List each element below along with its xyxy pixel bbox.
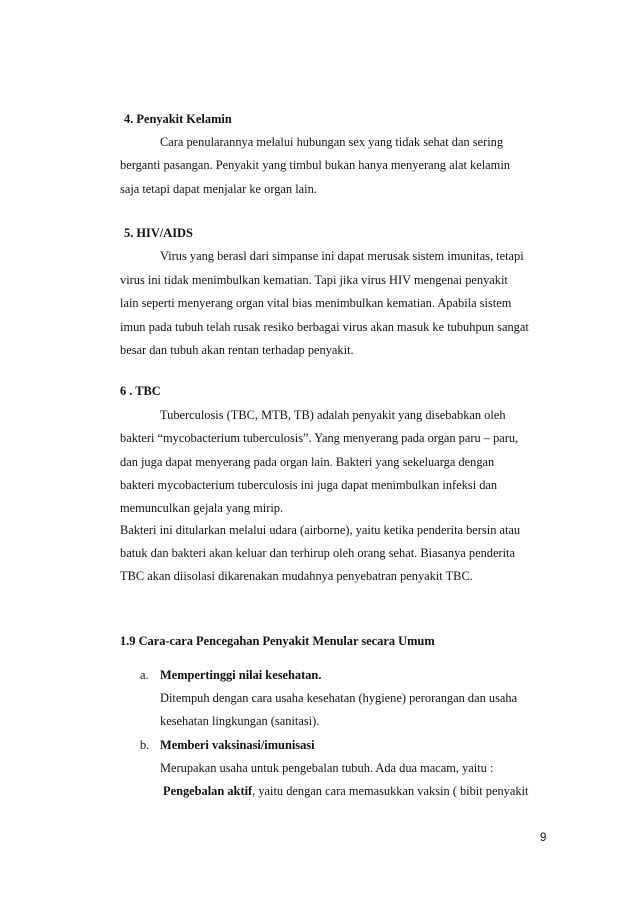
heading-tbc: 6 . TBC bbox=[120, 384, 161, 398]
paragraph-line: Cara penularannya melalui hubungan sex yang tidak sehat dan sering bbox=[160, 135, 504, 149]
list-item-line: kesehatan lingkungan (sanitasi). bbox=[160, 714, 320, 728]
list-item-line: Merupakan usaha untuk pengebalan tubuh. Ada dua macam, yaitu : bbox=[160, 761, 494, 775]
paragraph-line: lain seperti menyerang organ vital bias menimbulkan kematian. Apabila sistem bbox=[120, 296, 512, 310]
paragraph-line: besar dan tubuh akan rentan terhadap penyakit. bbox=[120, 343, 354, 357]
list-item-title: Mempertinggi nilai kesehatan. bbox=[160, 668, 322, 682]
paragraph-line: Tuberculosis (TBC, MTB, TB) adalah penyakit yang disebabkan oleh bbox=[160, 408, 506, 422]
heading-hiv-aids: 5. HIV/AIDS bbox=[124, 226, 193, 240]
paragraph-line: virus ini tidak menimbulkan kematian. Tapi jika virus HIV mengenai penyakit bbox=[120, 273, 508, 287]
line-rest: , yaitu dengan cara memasukkan vaksin ( bibit penyakit bbox=[252, 784, 529, 798]
paragraph-line: berganti pasangan. Penyakit yang timbul bukan hanya menyerang alat kelamin bbox=[120, 158, 510, 172]
paragraph-line: Virus yang berasl dari simpanse ini dapat merusak sistem imunitas, tetapi bbox=[160, 249, 524, 263]
paragraph-line: batuk dan bakteri akan keluar dan terhirup oleh orang sehat. Biasanya penderita bbox=[120, 546, 515, 560]
page-number: 9 bbox=[540, 832, 547, 844]
subsection-title: 1.9 Cara-cara Pencegahan Penyakit Menular secara Umum bbox=[120, 634, 435, 648]
list-item-title: Memberi vaksinasi/imunisasi bbox=[160, 738, 315, 752]
bold-term: Pengebalan aktif bbox=[163, 784, 253, 798]
list-item-line: Ditempuh dengan cara usaha kesehatan (hygiene) perorangan dan usaha bbox=[160, 691, 518, 705]
paragraph-line: bakteri “mycobacterium tuberculosis”. Yang menyerang pada organ paru – paru, bbox=[120, 431, 519, 445]
paragraph-line: memunculkan gejala yang mirip. bbox=[120, 501, 284, 515]
heading-penyakit-kelamin: 4. Penyakit Kelamin bbox=[124, 112, 232, 126]
list-marker: b. bbox=[140, 738, 150, 752]
paragraph-line: Bakteri ini ditularkan melalui udara (airborne), yaitu ketika penderita bersin atau bbox=[120, 523, 521, 537]
list-item-line bbox=[163, 783, 528, 799]
paragraph-line: TBC akan diisolasi dikarenakan mudahnya penyebatran penyakit TBC. bbox=[120, 569, 473, 583]
list-marker: a. bbox=[140, 668, 149, 682]
paragraph-line: bakteri mycobacterium tuberculosis ini juga dapat menimbulkan infeksi dan bbox=[120, 478, 498, 492]
paragraph-line: imun pada tubuh telah rusak resiko berbagai virus akan masuk ke tubuhpun sangat bbox=[120, 320, 529, 334]
paragraph-line: saja tetapi dapat menjalar ke organ lain. bbox=[120, 182, 317, 196]
paragraph-line: dan juga dapat menyerang pada organ lain. Bakteri yang sekeluarga dengan bbox=[120, 455, 495, 469]
